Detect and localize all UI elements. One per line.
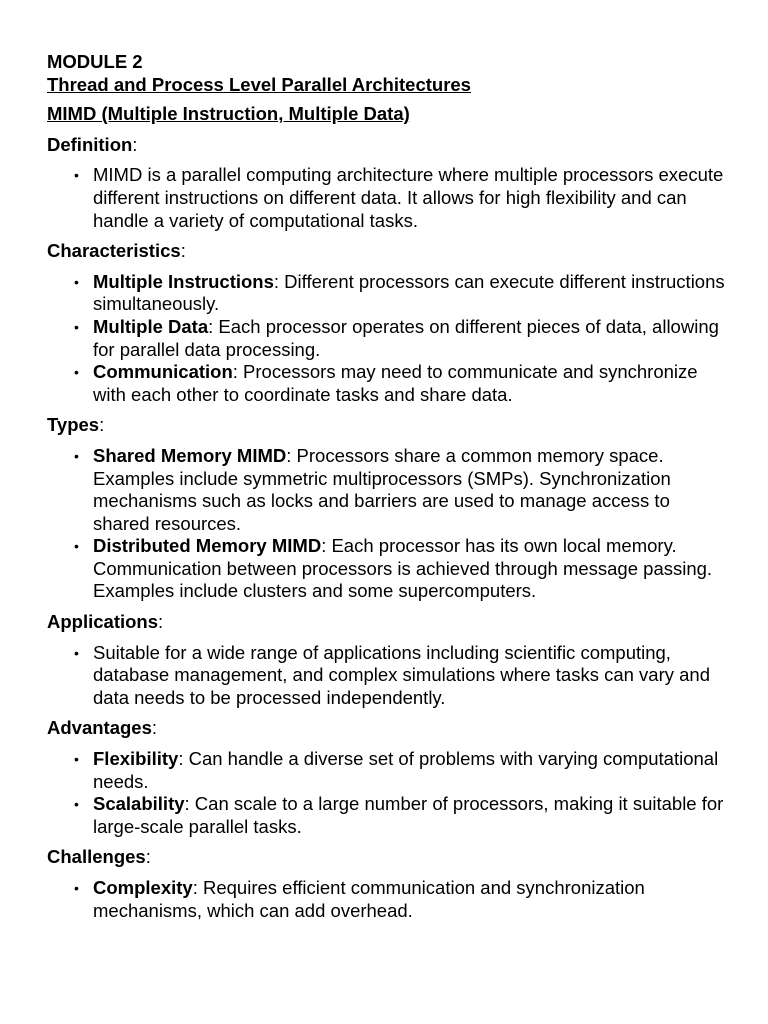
item-text: MIMD is a parallel computing architecture where multiple processors execute different instructions on different data. It allows for high flexibility and can handle a variety of computational tasks. [93, 164, 724, 231]
bullet-icon: • [74, 447, 79, 464]
list-item [74, 361, 728, 406]
advantages-list [47, 748, 728, 838]
bullet-icon: • [74, 880, 79, 896]
module-subtitle: Thread and Process Level Parallel Architectures [47, 73, 471, 95]
item-text: : Processors may need to communicate and synchronize with each other to coordinate tasks and share data. [93, 361, 698, 405]
list-item [74, 270, 728, 316]
item-text: : Each processor operates on different pieces of data, allowing for parallel data processing. [93, 315, 719, 360]
applications-heading: Applications: [47, 611, 164, 633]
list-item [74, 164, 728, 232]
item-term: Multiple Data [93, 315, 209, 337]
characteristics-heading-label: Characteristics [47, 240, 181, 262]
list-item [74, 877, 728, 922]
challenges-list [47, 877, 728, 922]
item-text: Suitable for a wide range of applications including scientific computing, database management, and complex simulations where tasks can vary and data needs to be processed independently. [93, 641, 711, 708]
module-title: MODULE 2 [47, 51, 143, 72]
bullet-icon: • [74, 273, 79, 290]
bullet-icon: • [74, 318, 79, 335]
bullet-icon: • [74, 538, 79, 555]
advantages-heading-label: Advantages [47, 717, 152, 739]
bullet-icon: • [74, 364, 79, 381]
item-term: Scalability [93, 793, 185, 815]
item-term: Multiple Instructions [93, 270, 274, 292]
item-text: : Can scale to a large number of processors, making it suitable for large-scale parallel tasks. [93, 793, 724, 837]
item-term: Shared Memory MIMD [93, 444, 287, 466]
applications-list [47, 642, 728, 710]
item-term: Distributed Memory MIMD [93, 535, 322, 557]
bullet-icon: • [74, 167, 79, 184]
list-item [74, 315, 728, 361]
bullet-icon: • [74, 751, 79, 768]
challenges-heading-label: Challenges [47, 846, 146, 868]
item-text: : Different processors can execute different instructions simultaneously. [93, 270, 725, 315]
list-item [74, 793, 728, 838]
definition-list [47, 164, 728, 232]
list-item [74, 748, 728, 793]
list-item [74, 535, 728, 603]
item-term: Flexibility [93, 748, 179, 770]
types-list [47, 445, 728, 603]
item-text: : Processors share a common memory space. Examples include symmetric multiprocessors (SMPs). Synchronization mechanisms such as locks and barriers are used to manage access to shared resources. [93, 444, 671, 534]
item-text: : Each processor has its own local memory. Communication between processors is achieved through message passing. Examples include clusters and some supercomputers. [93, 535, 713, 602]
types-heading: Types: [47, 414, 105, 436]
list-item [74, 444, 728, 535]
item-term: Communication [93, 361, 233, 383]
architecture-title: MIMD (Multiple Instruction, Multiple Data) [47, 103, 410, 125]
types-heading-label: Types [47, 414, 100, 436]
advantages-heading: Advantages: [47, 717, 158, 739]
item-text: : Requires efficient communication and synchronization mechanisms, which can add overhead. [93, 877, 645, 921]
characteristics-heading: Characteristics: [47, 240, 186, 262]
challenges-heading: Challenges: [47, 846, 151, 868]
characteristics-list [47, 271, 728, 407]
applications-heading-label: Applications [47, 611, 159, 633]
bullet-icon: • [74, 644, 79, 661]
bullet-icon: • [74, 796, 79, 813]
list-item [74, 641, 728, 710]
definition-heading-label: Definition [47, 133, 133, 155]
definition-heading: Definition: [47, 133, 138, 155]
item-text: : Can handle a diverse set of problems with varying computational needs. [93, 748, 719, 792]
item-term: Complexity [93, 877, 193, 898]
